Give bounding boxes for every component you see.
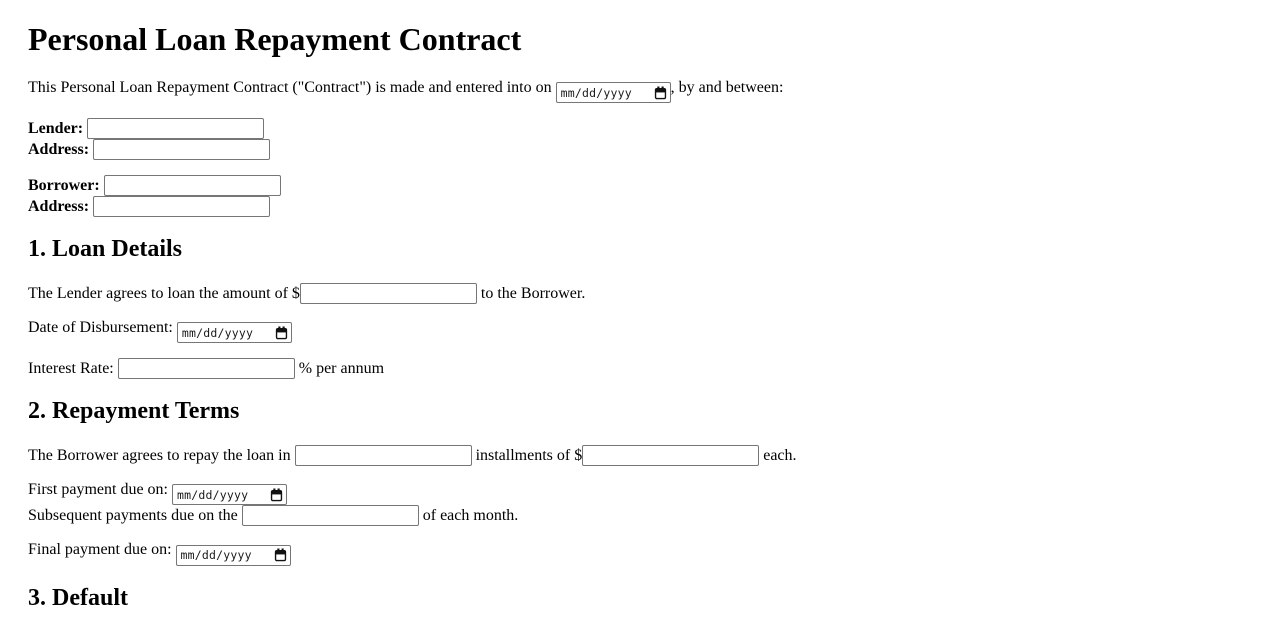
subsequent-text-before: Subsequent payments due on the xyxy=(28,507,238,525)
borrower-block xyxy=(28,175,1250,217)
page-title: Personal Loan Repayment Contract xyxy=(28,21,522,57)
subsequent-text-after: of each month. xyxy=(422,507,519,525)
final-payment-line xyxy=(28,541,1250,566)
interest-rate-input[interactable] xyxy=(118,358,295,379)
installments-text-before: The Borrower agrees to repay the loan in xyxy=(28,446,291,464)
contract-date-input[interactable] xyxy=(556,82,671,103)
date-placeholder: mm/dd/yyyy xyxy=(180,548,252,563)
first-payment-date-input[interactable] xyxy=(172,484,287,505)
lender-label: Lender: xyxy=(28,120,84,138)
first-payment-label: First payment due on: xyxy=(28,480,168,498)
payment-schedule-block xyxy=(28,481,1250,527)
calendar-icon[interactable] xyxy=(274,548,287,562)
lender-name-input[interactable] xyxy=(87,118,264,139)
loan-amount-input[interactable] xyxy=(300,283,477,304)
section-heading-default: 3. Default xyxy=(28,584,128,611)
section-heading-loan-details: 1. Loan Details xyxy=(28,236,183,263)
interest-text-after: % per annum xyxy=(298,360,385,378)
installments-text-after: each. xyxy=(763,446,797,464)
loan-amount-text-before: The Lender agrees to loan the amount of $ xyxy=(28,284,300,302)
intro-paragraph xyxy=(28,79,1250,104)
installments-text-middle: installments of $ xyxy=(475,446,583,464)
borrower-label: Borrower: xyxy=(28,177,100,195)
disbursement-date-input[interactable] xyxy=(177,322,292,343)
calendar-icon[interactable] xyxy=(275,326,288,340)
interest-line xyxy=(28,358,1250,379)
interest-label: Interest Rate: xyxy=(28,360,114,378)
final-payment-date-input[interactable] xyxy=(176,545,291,566)
calendar-icon[interactable] xyxy=(654,86,667,100)
installments-count-input[interactable] xyxy=(295,445,472,466)
borrower-name-input[interactable] xyxy=(104,175,281,196)
borrower-address-label: Address: xyxy=(28,198,90,216)
calendar-icon[interactable] xyxy=(270,488,283,502)
lender-address-label: Address: xyxy=(28,141,90,159)
intro-text-before: This Personal Loan Repayment Contract ("Contract") is made and entered into on xyxy=(28,78,552,96)
contract-document xyxy=(28,21,1250,613)
final-payment-label: Final payment due on: xyxy=(28,541,172,559)
installment-amount-input[interactable] xyxy=(582,445,759,466)
date-placeholder: mm/dd/yyyy xyxy=(560,85,632,100)
lender-address-input[interactable] xyxy=(93,139,270,160)
payment-day-input[interactable] xyxy=(242,505,419,526)
disbursement-line xyxy=(28,319,1250,344)
intro-text-after: , by and between: xyxy=(670,78,784,96)
installments-line xyxy=(28,445,1250,466)
loan-amount-line xyxy=(28,283,1250,304)
borrower-address-input[interactable] xyxy=(93,196,270,217)
lender-block xyxy=(28,118,1250,160)
date-placeholder: mm/dd/yyyy xyxy=(176,487,249,502)
date-placeholder: mm/dd/yyyy xyxy=(181,325,254,340)
loan-amount-text-after: to the Borrower. xyxy=(480,284,586,302)
disbursement-label: Date of Disbursement: xyxy=(28,318,173,336)
section-heading-repayment-terms: 2. Repayment Terms xyxy=(28,398,240,425)
